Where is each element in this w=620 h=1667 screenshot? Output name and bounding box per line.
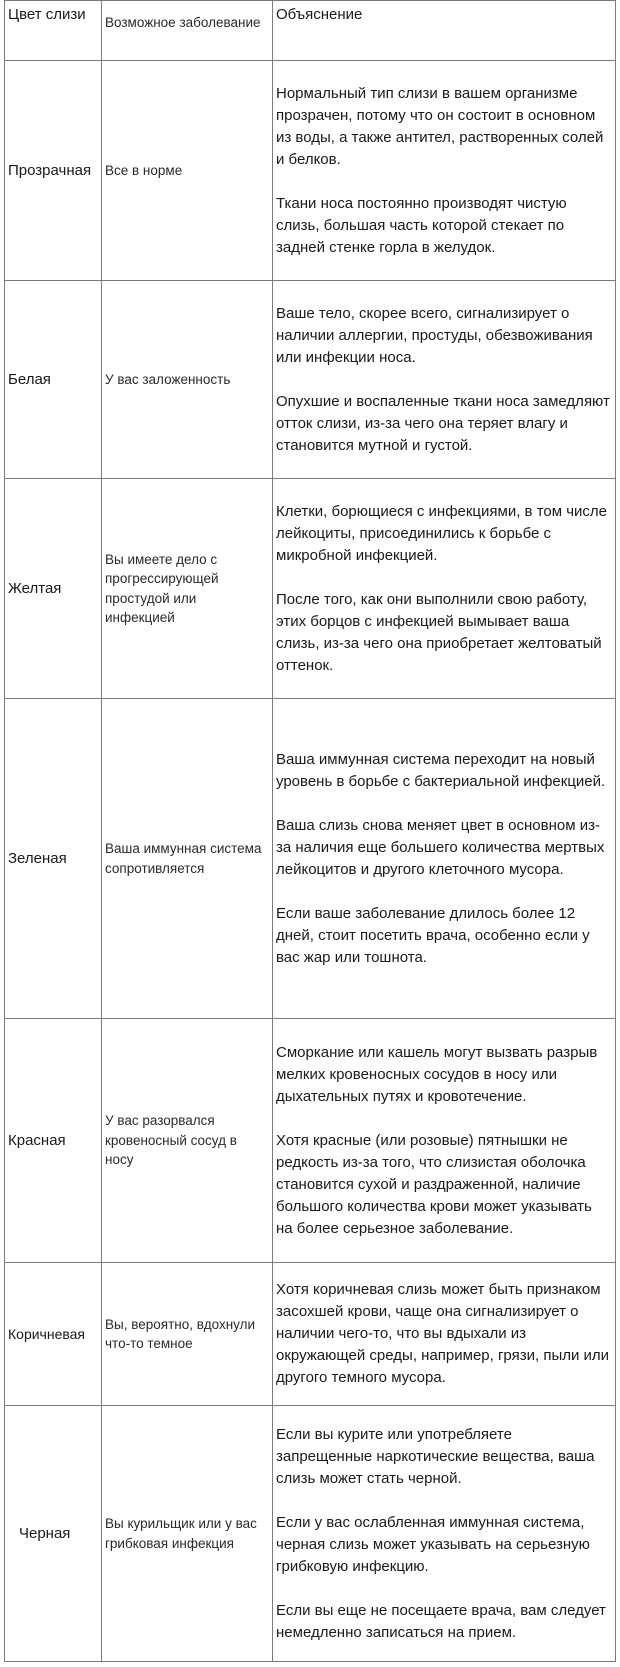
explanation-paragraph: Клетки, борющиеся с инфекциями, в том числе лейкоциты, присоединились к борьбе с микробной инфекцией. [276,502,608,564]
color-cell: Красная [5,1019,102,1263]
explanation-paragraph: Если у вас ослабленная иммунная система, черная слизь может указывать на серьезную грибковую инфекцию. [276,1513,590,1575]
explanation-cell [273,61,616,281]
explanation-cell [273,479,616,699]
explanation-paragraph: Ткани носа постоянно производят чистую слизь, большая часть которой стекает по задней стенке горла в желудок. [276,194,567,256]
explanation-paragraph: Ваша слизь снова меняет цвет в основном из-за наличия еще большего количества мертвых лейкоцитов и другого клеточного мусора. [276,816,605,878]
mucus-color-table [4,0,616,1662]
explanation-cell [273,699,616,1019]
table-row [5,61,616,281]
disease-cell: Вы, вероятно, вдохнули что-то темное [102,1263,273,1406]
explanation-paragraph: Опухшие и воспаленные ткани носа замедляют отток слизи, из-за чего она теряет влагу и становится мутной и густой. [276,392,610,454]
disease-cell: У вас заложенность [102,281,273,479]
explanation-paragraph: Ваше тело, скорее всего, сигнализирует о наличии аллергии, простуды, обезвоживания или инфекции носа. [276,304,593,366]
explanation-paragraph: Хотя красные (или розовые) пятнышки не редкость из-за того, что слизистая оболочка становится сухой и раздраженной, наличие большого количества крови может указывать на более серьезное заболевание. [276,1131,592,1237]
explanation-paragraph: Сморкание или кашель могут вызвать разрыв мелких кровеносных сосудов в носу или дыхательных путях и кровотечение. [276,1043,598,1105]
table-row [5,1263,616,1406]
table-row [5,1406,616,1662]
color-cell: Желтая [5,479,102,699]
table-header-row [5,1,616,61]
color-cell: Черная [5,1406,102,1662]
color-cell: Прозрачная [5,61,102,281]
table-row [5,479,616,699]
header-explanation: Объяснение [273,1,616,61]
explanation-cell [273,1263,616,1406]
explanation-cell [273,281,616,479]
table-row [5,281,616,479]
disease-cell: У вас разорвался кровеносный сосуд в носу [102,1019,273,1263]
explanation-paragraph: Если вы курите или употребляете запрещенные наркотические вещества, ваша слизь может стать черной. [276,1425,595,1487]
disease-cell: Все в норме [102,61,273,281]
color-cell: Зеленая [5,699,102,1019]
explanation-cell [273,1019,616,1263]
explanation-paragraph: Хотя коричневая слизь может быть признаком засохшей крови, чаще она сигнализирует о наличии чего-то, что вы вдыхали из окружающей среды, например, грязи, пыли или другого темного мусора. [276,1281,610,1386]
table-row [5,1019,616,1263]
header-color: Цвет слизи [5,1,102,61]
disease-cell: Вы курильщик или у вас грибковая инфекция [102,1406,273,1662]
color-cell: Коричневая [5,1263,102,1406]
color-cell: Белая [5,281,102,479]
explanation-paragraph: Нормальный тип слизи в вашем организме прозрачен, потому что он состоит в основном из воды, а также антител, растворенных солей и белков. [276,84,604,168]
explanation-paragraph: Если ваше заболевание длилось более 12 дней, стоит посетить врача, особенно если у вас жар или тошнота. [276,904,590,966]
explanation-paragraph: Если вы еще не посещаете врача, вам следует немедленно записаться на прием. [276,1601,606,1641]
table-row [5,699,616,1019]
disease-cell: Вы имеете дело с прогрессирующей простудой или инфекцией [102,479,273,699]
explanation-paragraph: После того, как они выполнили свою работу, этих борцов с инфекцией вымывает ваша слизь, из-за чего она приобретает желтоватый оттенок. [276,590,602,674]
header-disease: Возможное заболевание [102,1,273,61]
explanation-cell [273,1406,616,1662]
disease-cell: Ваша иммунная система сопротивляется [102,699,273,1019]
explanation-paragraph: Ваша иммунная система переходит на новый уровень в борьбе с бактериальной инфекцией. [276,750,606,790]
